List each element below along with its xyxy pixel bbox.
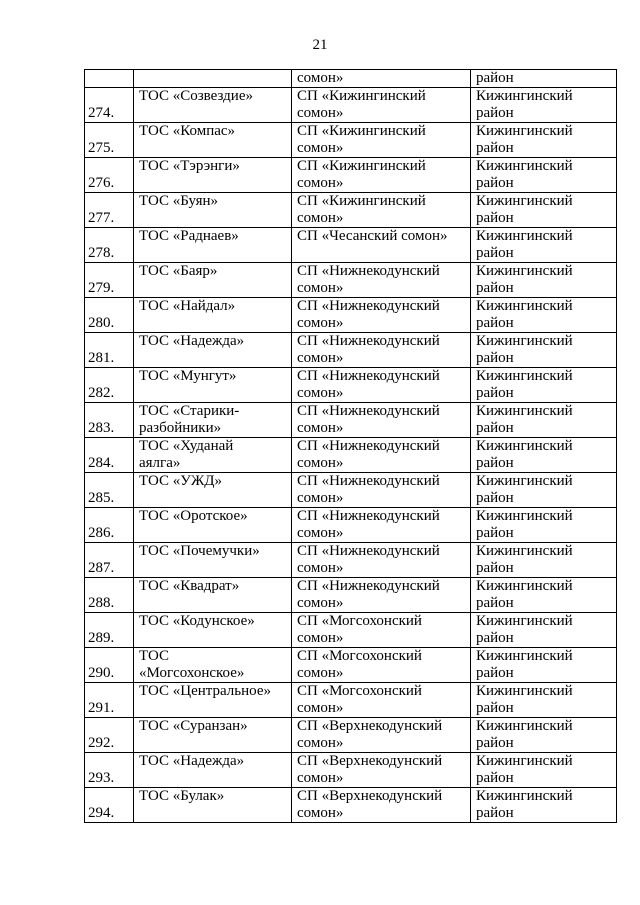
district-line: район bbox=[476, 280, 514, 296]
district-line: район bbox=[476, 770, 514, 786]
settlement-line: СП «Нижнекодунский bbox=[297, 578, 440, 594]
settlement-line: СП «Верхнекодунский bbox=[297, 788, 443, 804]
district-line: район bbox=[476, 385, 514, 401]
table-body bbox=[85, 70, 617, 823]
row-number-cell: 292. bbox=[85, 718, 134, 753]
settlement-cell bbox=[292, 403, 471, 438]
tos-name-cell bbox=[134, 438, 292, 473]
table-row bbox=[85, 193, 617, 228]
district-line: Кижингинский bbox=[476, 543, 573, 559]
settlement-line: сомон» bbox=[297, 140, 344, 156]
settlement-line: сомон» bbox=[297, 280, 344, 296]
row-number-cell: 274. bbox=[85, 88, 134, 123]
settlement-cell bbox=[292, 263, 471, 298]
tos-name-line: ТОС bbox=[139, 648, 169, 664]
settlement-cell bbox=[292, 473, 471, 508]
tos-name-cell bbox=[134, 613, 292, 648]
settlement-cell bbox=[292, 333, 471, 368]
table-row bbox=[85, 508, 617, 543]
tos-name-cell bbox=[134, 648, 292, 683]
tos-name-line: ТОС «Раднаев» bbox=[139, 228, 239, 244]
district-line: Кижингинский bbox=[476, 228, 573, 244]
settlement-cell bbox=[292, 683, 471, 718]
table-row bbox=[85, 753, 617, 788]
settlement-line: сомон» bbox=[297, 105, 344, 121]
row-number-cell: 285. bbox=[85, 473, 134, 508]
tos-name-line: ТОС «Почемучки» bbox=[139, 543, 260, 559]
tos-name-cell bbox=[134, 543, 292, 578]
table-row bbox=[85, 123, 617, 158]
settlement-cell bbox=[292, 158, 471, 193]
district-line: Кижингинский bbox=[476, 438, 573, 454]
table-row bbox=[85, 718, 617, 753]
settlement-line: СП «Кижингинский bbox=[297, 158, 426, 174]
tos-name-line: ТОС «Оротское» bbox=[139, 508, 248, 524]
tos-name-line: ТОС «Квадрат» bbox=[139, 578, 240, 594]
tos-name-cell bbox=[134, 70, 292, 88]
district-line: район bbox=[476, 490, 514, 506]
tos-name-cell bbox=[134, 228, 292, 263]
tos-name-line: ТОС «Найдал» bbox=[139, 298, 236, 314]
tos-name-line: ТОС «Компас» bbox=[139, 123, 236, 139]
tos-name-cell bbox=[134, 403, 292, 438]
row-number-cell: 281. bbox=[85, 333, 134, 368]
settlement-line: сомон» bbox=[297, 455, 344, 471]
tos-name-line: ТОС «Тэрэнги» bbox=[139, 158, 240, 174]
row-number-cell: 288. bbox=[85, 578, 134, 613]
settlement-line: сомон» bbox=[297, 630, 344, 646]
settlement-line: СП «Нижнекодунский bbox=[297, 298, 440, 314]
district-line: район bbox=[476, 455, 514, 471]
settlement-line: сомон» bbox=[297, 385, 344, 401]
tos-name-cell bbox=[134, 333, 292, 368]
district-line: Кижингинский bbox=[476, 368, 573, 384]
settlement-line: сомон» bbox=[297, 665, 344, 681]
tos-name-cell bbox=[134, 298, 292, 333]
district-line: район bbox=[476, 665, 514, 681]
table-row bbox=[85, 578, 617, 613]
district-cell bbox=[471, 193, 617, 228]
table-row bbox=[85, 543, 617, 578]
district-line: Кижингинский bbox=[476, 298, 573, 314]
tos-name-line: ТОС «Надежда» bbox=[139, 753, 245, 769]
row-number-cell: 286. bbox=[85, 508, 134, 543]
settlement-cell bbox=[292, 718, 471, 753]
settlement-cell bbox=[292, 438, 471, 473]
tos-name-line: ТОС «Созвездие» bbox=[139, 88, 253, 104]
tos-name-line: ТОС «Худанай bbox=[139, 438, 234, 454]
row-number-cell: 287. bbox=[85, 543, 134, 578]
district-line: Кижингинский bbox=[476, 648, 573, 664]
tos-name-line: ТОС «Центральное» bbox=[139, 683, 271, 699]
settlement-line: СП «Могсохонский bbox=[297, 648, 422, 664]
district-line: район bbox=[476, 630, 514, 646]
tos-name-cell bbox=[134, 123, 292, 158]
settlement-line: СП «Нижнекодунский bbox=[297, 263, 440, 279]
settlement-line: СП «Кижингинский bbox=[297, 88, 426, 104]
district-line: Кижингинский bbox=[476, 613, 573, 629]
row-number-cell: 277. bbox=[85, 193, 134, 228]
row-number-cell: 275. bbox=[85, 123, 134, 158]
district-cell bbox=[471, 508, 617, 543]
settlement-line: сомон» bbox=[297, 175, 344, 191]
tos-name-cell bbox=[134, 508, 292, 543]
district-line: Кижингинский bbox=[476, 578, 573, 594]
district-cell bbox=[471, 263, 617, 298]
settlement-cell: сомон» bbox=[292, 70, 471, 88]
page-number: 21 bbox=[312, 37, 328, 53]
district-line: Кижингинский bbox=[476, 788, 573, 804]
settlements-table bbox=[84, 69, 617, 823]
row-number-cell bbox=[85, 70, 134, 88]
settlement-cell bbox=[292, 753, 471, 788]
settlement-line: СП «Кижингинский bbox=[297, 193, 426, 209]
settlement-line: СП «Кижингинский bbox=[297, 123, 426, 139]
district-line: Кижингинский bbox=[476, 753, 573, 769]
district-cell bbox=[471, 228, 617, 263]
row-number-cell: 280. bbox=[85, 298, 134, 333]
tos-name-line: ТОС «Баяр» bbox=[139, 263, 218, 279]
settlement-line: сомон» bbox=[297, 525, 344, 541]
row-number-cell: 284. bbox=[85, 438, 134, 473]
tos-name-cell bbox=[134, 683, 292, 718]
settlement-line: СП «Нижнекодунский bbox=[297, 543, 440, 559]
district-line: Кижингинский bbox=[476, 88, 573, 104]
settlement-line: сомон» bbox=[297, 350, 344, 366]
row-number-cell: 279. bbox=[85, 263, 134, 298]
tos-name-line: аялга» bbox=[139, 455, 181, 471]
settlement-line: сомон» bbox=[297, 490, 344, 506]
district-line: район bbox=[476, 420, 514, 436]
tos-name-line: ТОС «Надежда» bbox=[139, 333, 245, 349]
tos-name-line: ТОС «Булак» bbox=[139, 788, 225, 804]
settlement-cell bbox=[292, 578, 471, 613]
district-line: Кижингинский bbox=[476, 193, 573, 209]
district-line: район bbox=[476, 315, 514, 331]
tos-name-cell bbox=[134, 263, 292, 298]
settlement-cell bbox=[292, 543, 471, 578]
settlement-line: СП «Чесанский сомон» bbox=[297, 228, 448, 244]
table-row bbox=[85, 788, 617, 823]
table-row bbox=[85, 88, 617, 123]
settlement-line: сомон» bbox=[297, 700, 344, 716]
district-line: район bbox=[476, 560, 514, 576]
tos-name-cell bbox=[134, 193, 292, 228]
settlement-cell bbox=[292, 508, 471, 543]
table-row bbox=[85, 228, 617, 263]
district-cell bbox=[471, 368, 617, 403]
settlement-line: СП «Верхнекодунский bbox=[297, 718, 443, 734]
row-number-cell: 290. bbox=[85, 648, 134, 683]
settlement-cell bbox=[292, 648, 471, 683]
settlement-line: сомон» bbox=[297, 560, 344, 576]
table-row bbox=[85, 438, 617, 473]
settlement-line: сомон» bbox=[297, 595, 344, 611]
tos-name-cell bbox=[134, 718, 292, 753]
table-row bbox=[85, 333, 617, 368]
settlement-cell bbox=[292, 788, 471, 823]
settlement-line: сомон» bbox=[297, 420, 344, 436]
district-line: Кижингинский bbox=[476, 718, 573, 734]
district-cell bbox=[471, 298, 617, 333]
table-row bbox=[85, 403, 617, 438]
settlement-line: СП «Нижнекодунский bbox=[297, 473, 440, 489]
district-cell bbox=[471, 438, 617, 473]
tos-name-cell bbox=[134, 788, 292, 823]
row-number-cell: 291. bbox=[85, 683, 134, 718]
row-number-cell: 283. bbox=[85, 403, 134, 438]
row-number-cell: 278. bbox=[85, 228, 134, 263]
settlement-line: СП «Нижнекодунский bbox=[297, 508, 440, 524]
settlement-line: сомон» bbox=[297, 770, 344, 786]
district-line: район bbox=[476, 175, 514, 191]
settlement-line: СП «Могсохонский bbox=[297, 613, 422, 629]
row-number-cell: 293. bbox=[85, 753, 134, 788]
district-line: Кижингинский bbox=[476, 123, 573, 139]
tos-name-line: ТОС «Суранзан» bbox=[139, 718, 248, 734]
table-row bbox=[85, 473, 617, 508]
district-line: Кижингинский bbox=[476, 333, 573, 349]
district-cell bbox=[471, 788, 617, 823]
settlement-cell bbox=[292, 123, 471, 158]
settlement-line: сомон» bbox=[297, 805, 344, 821]
district-line: Кижингинский bbox=[476, 403, 573, 419]
tos-name-cell bbox=[134, 578, 292, 613]
table-row bbox=[85, 648, 617, 683]
district-cell bbox=[471, 543, 617, 578]
settlement-cell bbox=[292, 298, 471, 333]
district-line: Кижингинский bbox=[476, 473, 573, 489]
district-cell bbox=[471, 123, 617, 158]
district-cell bbox=[471, 158, 617, 193]
district-line: район bbox=[476, 805, 514, 821]
settlement-line: сомон» bbox=[297, 735, 344, 751]
tos-name-cell bbox=[134, 473, 292, 508]
district-cell bbox=[471, 648, 617, 683]
row-number-cell: 282. bbox=[85, 368, 134, 403]
district-line: Кижингинский bbox=[476, 508, 573, 524]
table-row bbox=[85, 158, 617, 193]
tos-name-cell bbox=[134, 158, 292, 193]
tos-name-line: ТОС «УЖД» bbox=[139, 473, 223, 489]
settlement-line: СП «Нижнекодунский bbox=[297, 368, 440, 384]
table-row bbox=[85, 683, 617, 718]
settlement-cell bbox=[292, 368, 471, 403]
district-cell bbox=[471, 718, 617, 753]
tos-name-line: разбойники» bbox=[139, 420, 222, 436]
settlement-cell bbox=[292, 613, 471, 648]
tos-name-line: ТОС «Буян» bbox=[139, 193, 219, 209]
settlement-cell bbox=[292, 193, 471, 228]
table-row-continuation bbox=[85, 70, 617, 88]
district-line: район bbox=[476, 525, 514, 541]
district-cell bbox=[471, 578, 617, 613]
district-line: район bbox=[476, 595, 514, 611]
tos-name-cell bbox=[134, 368, 292, 403]
tos-name-line: ТОС «Старики- bbox=[139, 403, 240, 419]
district-line: Кижингинский bbox=[476, 683, 573, 699]
table-row bbox=[85, 298, 617, 333]
settlement-cell bbox=[292, 88, 471, 123]
district-line: район bbox=[476, 245, 514, 261]
district-line: район bbox=[476, 210, 514, 226]
district-cell bbox=[471, 613, 617, 648]
district-line: район bbox=[476, 735, 514, 751]
district-line: район bbox=[476, 105, 514, 121]
district-cell bbox=[471, 403, 617, 438]
table-row bbox=[85, 263, 617, 298]
district-cell bbox=[471, 473, 617, 508]
tos-name-line: ТОС «Кодунское» bbox=[139, 613, 255, 629]
settlement-line: СП «Нижнекодунский bbox=[297, 403, 440, 419]
settlement-line: СП «Верхнекодунский bbox=[297, 753, 443, 769]
settlement-line: СП «Нижнекодунский bbox=[297, 438, 440, 454]
table-row bbox=[85, 613, 617, 648]
tos-name-cell bbox=[134, 88, 292, 123]
district-cell bbox=[471, 753, 617, 788]
district-line: район bbox=[476, 700, 514, 716]
settlement-line: СП «Нижнекодунский bbox=[297, 333, 440, 349]
tos-name-line: «Могсохонское» bbox=[139, 665, 245, 681]
district-line: Кижингинский bbox=[476, 158, 573, 174]
district-cell: район bbox=[471, 70, 617, 88]
tos-name-line: ТОС «Мунгут» bbox=[139, 368, 237, 384]
settlement-line: сомон» bbox=[297, 315, 344, 331]
district-cell bbox=[471, 333, 617, 368]
settlement-cell bbox=[292, 228, 471, 263]
district-cell bbox=[471, 683, 617, 718]
district-line: район bbox=[476, 140, 514, 156]
row-number-cell: 294. bbox=[85, 788, 134, 823]
row-number-cell: 276. bbox=[85, 158, 134, 193]
settlement-line: сомон» bbox=[297, 210, 344, 226]
settlement-line: СП «Могсохонский bbox=[297, 683, 422, 699]
district-line: Кижингинский bbox=[476, 263, 573, 279]
district-line: район bbox=[476, 350, 514, 366]
row-number-cell: 289. bbox=[85, 613, 134, 648]
district-cell bbox=[471, 88, 617, 123]
tos-name-cell bbox=[134, 753, 292, 788]
table-row bbox=[85, 368, 617, 403]
